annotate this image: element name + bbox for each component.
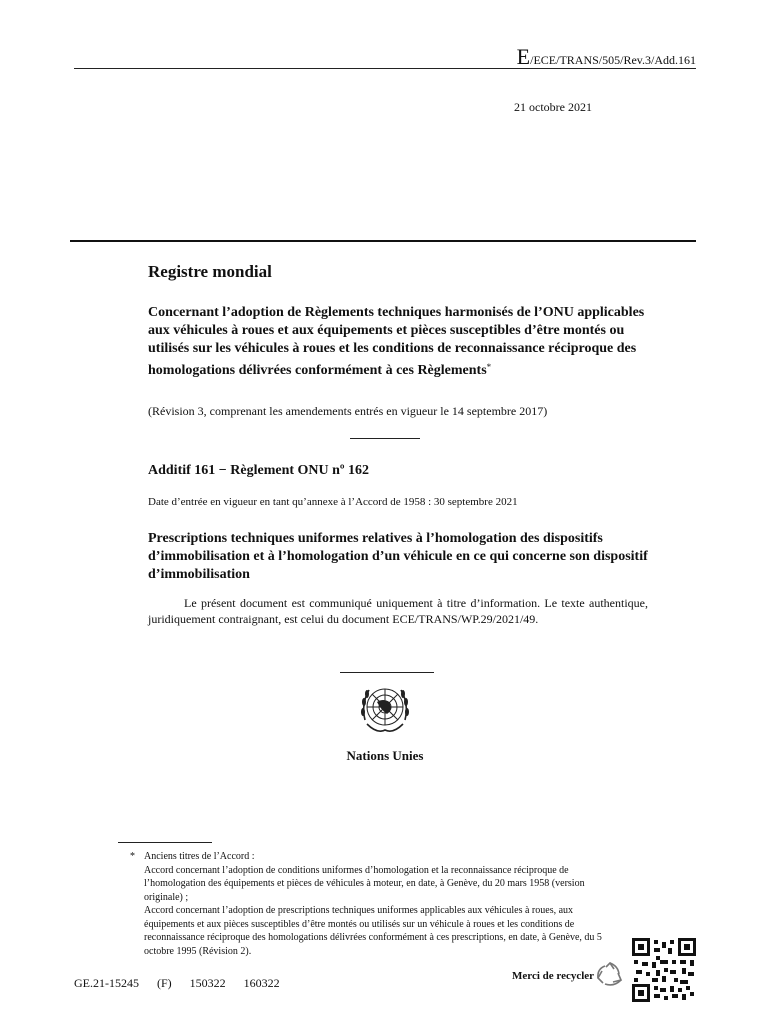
doc-code-2: 160322 (243, 976, 280, 990)
doc-language: (F) (157, 976, 172, 990)
recycle-text: Merci de recycler (512, 970, 595, 982)
agreement-title (148, 304, 648, 380)
emblem-rule (340, 672, 434, 673)
footnote-rule (118, 842, 212, 843)
symbol-initial: E (516, 44, 531, 69)
footnote-mark: * (130, 851, 135, 862)
footnote-reference[interactable]: * (486, 362, 492, 372)
regulation-title: Prescriptions techniques uniformes relatives à l’homologation des dispositifs d’immobilisation et à l’homologation d’un véhicule en ce qui concerne son dispositif d’immobilisation (148, 531, 648, 582)
information-notice: Le présent document est communiqué uniquement à titre d’information. Le texte authentique, juridiquement contraignant, est celui du document ECE/TRANS/WP.29/2021/49. (148, 596, 648, 626)
agreement-title-text: Concernant l’adoption de Règlements techniques harmonisés de l’ONU applicables aux véhicules à roues et aux équipements et pièces susceptibles d’être montés ou utilisés sur les véhicules à roues et les conditions de reconnaissance réciproque des homologations délivrées conformément à ces Règlements (148, 305, 645, 378)
qr-code-icon (632, 938, 696, 1002)
separator-rule (350, 438, 420, 439)
un-emblem-icon (357, 680, 413, 740)
revision-note: (Révision 3, comprenant les amendements entrés en vigueur le 14 septembre 2017) (148, 404, 548, 418)
footnote-line: Accord concernant l’adoption de conditions uniformes d’homologation et la reconnaissance réciproque de l’homologation des équipements et pièces de véhicules à moteur, en date, à Genève, du 20 mars 1958 (version originale) ; (144, 864, 585, 903)
title-rule (70, 240, 696, 242)
entry-into-force-date: Date d’entrée en vigueur en tant qu’annexe à l’Accord de 1958 : 30 septembre 2021 (148, 496, 518, 508)
organization-name: Nations Unies (346, 748, 424, 763)
footnote-line: Anciens titres de l’Accord : (144, 851, 255, 862)
doc-code-1: 150322 (189, 976, 226, 990)
page-title: Registre mondial (148, 262, 272, 281)
recycle-icon (596, 962, 624, 988)
document-number (74, 976, 298, 991)
addendum-heading: Additif 161 − Règlement ONU nº 162 (148, 463, 370, 478)
footnote (130, 850, 624, 958)
header-rule (74, 68, 696, 69)
document-symbol (517, 44, 696, 70)
footnote-line: Accord concernant l’adoption de prescriptions techniques uniformes applicables aux véhicules à roues, aux équipements et aux pièces susceptibles d’être montés ou utilisés sur un véhicule à roues et les conditions de reconnaissance réciproque des homologations délivrées conformément à ces prescriptions, en date, à Genève, du 5 octobre 1995 (Révision 2). (144, 905, 602, 957)
symbol-rest: /ECE/TRANS/505/Rev.3/Add.161 (530, 53, 696, 67)
doc-number: GE.21-15245 (74, 976, 139, 990)
document-date: 21 octobre 2021 (514, 100, 592, 114)
